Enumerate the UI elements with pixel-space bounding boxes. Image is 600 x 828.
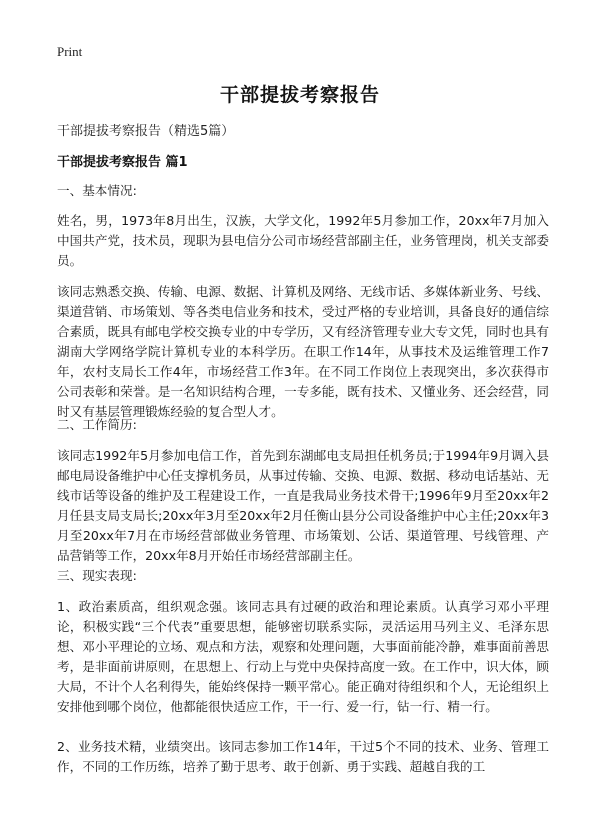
section-heading: 干部提拔考察报告 篇1: [57, 155, 188, 170]
document-title: 干部提拔考察报告: [219, 84, 380, 106]
heading-performance: 三、现实表现:: [57, 568, 137, 583]
paragraph-personal-info: 姓名，男，1973年8月出生，汉族，大学文化，1992年5月参加工作，20xx年7月加入中国共产党，技术员，现职为县电信分公司市场经营部副主任，业务管理岗，机关支部委员。: [57, 213, 549, 268]
heading-basic-info: 一、基本情况:: [57, 183, 137, 198]
document-subtitle: 干部提拔考察报告（精选5篇）: [57, 124, 235, 139]
heading-work-history: 二、工作简历:: [57, 417, 137, 432]
paragraph-work-history: 该同志1992年5月参加电信工作，首先到东湖邮电支局担任机务员;于1994年9月调入县邮电局设备维护中心任支撑机务员，从事过传输、交换、电源、数据、移动电话基站、无线市话等设备的维护及工程建设工作，一直是我局业务技术骨干;1996年9月至20xx年2月任县支局支局长;20xx年3月至20xx年2月任衡山县分公司设备维护中心主任;20xx年3月至20xx年7月在市场经营部做业务管理、市场策划、公话、渠道管理、号线管理、产品营销等工作，20xx年8月开始任市场经营部副主任。: [57, 448, 549, 563]
paragraph-political-quality: 1、政治素质高，组织观念强。该同志具有过硬的政治和理论素质。认真学习邓小平理论，积极实践“三个代表”重要思想，能够密切联系实际，灵活运用马列主义、毛泽东思想、邓小平理论的立场、观点和方法，观察和处理问题，大事面前能冷静，难事面前善思考，是非面前讲原则，在思想上、行动上与党中央保持高度一致。在工作中，识大体，顾大局，不计个人名利得失，能始终保持一颗平常心。能正确对待组织和个人，无论组织上安排他到哪个岗位，他都能很快适应工作，干一行、爱一行，钻一行、精一行。: [57, 599, 549, 714]
print-link[interactable]: Print: [57, 44, 83, 59]
paragraph-technical-skill: 2、业务技术精，业绩突出。该同志参加工作14年，干过5个不同的技术、业务、管理工作，不同的工作历练，培养了勤于思考、敢于创新、勇于实践、超越自我的工: [57, 739, 549, 774]
paragraph-qualifications: 该同志熟悉交换、传输、电源、数据、计算机及网络、无线市话、多媒体新业务、号线、渠道营销、市场策划、等各类电信业务和技术，受过严格的专业培训，具备良好的通信综合素质，既具有邮电学校交换专业的中专学历，又有经济管理专业大专文凭，同时也具有湖南大学网络学院计算机专业的本科学历。在职工作14年，从事技术及运维管理工作7年，农村支局长工作4年，市场经营工作3年。在不同工作岗位上表现突出，多次获得市公司表彰和荣誉。是一名知识结构合理，一专多能，既有技术、又懂业务、还会经营，同时又有基层管理锻炼经验的复合型人才。: [57, 284, 549, 419]
